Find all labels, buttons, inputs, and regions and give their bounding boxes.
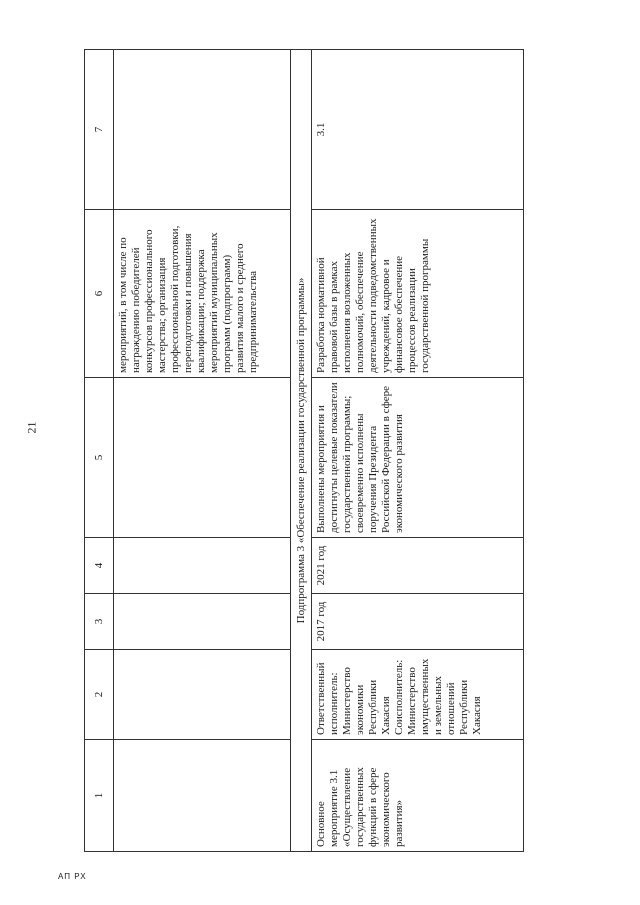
cell	[114, 378, 291, 538]
col-header-5: 5	[85, 378, 114, 538]
col-header-1: 1	[85, 740, 114, 852]
cell-start-year: 2017 год	[312, 594, 524, 650]
rotated-table-frame	[84, 50, 524, 852]
col-header-6: 6	[85, 210, 114, 378]
cell	[114, 50, 291, 210]
header-row	[85, 50, 114, 852]
cell	[114, 538, 291, 594]
col-header-7: 7	[85, 50, 114, 210]
col-header-4: 4	[85, 538, 114, 594]
page-number: 21	[24, 421, 39, 434]
col-header-2: 2	[85, 650, 114, 740]
cell	[114, 594, 291, 650]
cell-indicator-link: 3.1	[312, 50, 524, 210]
section-title: Подпрограмма 3 «Обеспечение реализации государственной программы»	[291, 50, 312, 852]
program-table	[84, 49, 524, 852]
cell	[114, 650, 291, 740]
cell-end-year: 2021 год	[312, 538, 524, 594]
cell-main-directions: Разработка нормативной правовой базы в рамках исполнения возложенных полномочий, обеспечение деятельности подведомственных учреждений, кадровое и финансовое обеспечение процессов реализации государственной программы	[312, 210, 524, 378]
rotated-table	[84, 50, 524, 852]
stamp-text: АП РХ	[58, 872, 87, 881]
section-row	[291, 50, 312, 852]
cell-executor: Ответственный исполнитель: Министерство экономики Республики Хакасия Соисполнитель: Министерство имущественных и земельных отношений Республики Хакасия	[312, 650, 524, 740]
cell-expected-result: Выполнены мероприятия и достигнуты целевые показатели государственной программы; своевременно исполнены поручения Президента Российской Федерации в сфере экономического развития	[312, 378, 524, 538]
cell-measures-continued: мероприятий, в том числе по награждению победителей конкурсов профессионального мастерства; организация профессиональной подготовки, переподготовки и повышения квалификации; поддержка мероприятий муниципальных программ (подпрограмм) развития малого и среднего предпринимательства	[114, 210, 291, 378]
cell	[114, 740, 291, 852]
col-header-3: 3	[85, 594, 114, 650]
table-row-main-activity	[312, 50, 524, 852]
cell-activity-name: Основное мероприятие 3.1 «Осуществление государственных функций в сфере экономического развития»	[312, 740, 524, 852]
table-row-continuation	[114, 50, 291, 852]
